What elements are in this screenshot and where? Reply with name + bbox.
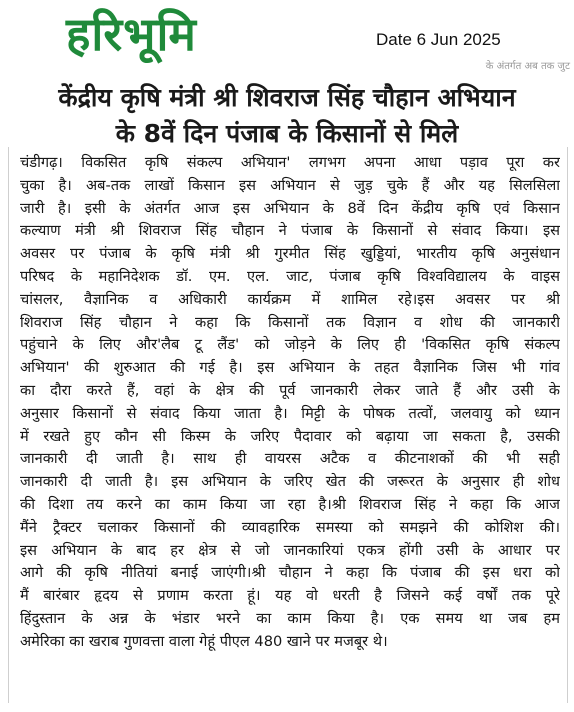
body-line: कल्याण मंत्री श्री शिवराज सिंह चौहान ने पंजाब के किसानों से संवाद किया। इस xyxy=(20,222,560,240)
body-line: चुका है। अब-तक लाखों किसान इस अभियान से जुड़ चुके हैं और यह सिलसिला xyxy=(20,176,560,194)
faded-adjacent-text: के अंतर्गत अब तक जुट xyxy=(485,61,570,72)
body-line: जानकारी दी जाती है। इस अभियान के जरिए खेत की जरूरत के अनुसार ही शोध xyxy=(20,473,560,491)
body-line: का दौरा करते हैं, वहां के क्षेत्र की पूर्व जानकारी लेकर जाते हैं और उसी के xyxy=(20,381,560,399)
headline-line-2: के 8वें दिन पंजाब के किसानों से मिले xyxy=(115,119,459,148)
body-line: अभियान' की शुरुआत की गई है। इस अभियान के तहत वैज्ञानिक जिस भी गांव xyxy=(20,359,560,377)
body-line: में रखते हुए कौन सी किस्म के जरिए पैदावार को बढ़ाया जा सकता है, उसकी xyxy=(20,427,560,445)
body-line: शिवराज सिंह चौहान ने कहा कि किसानों तक विज्ञान व शोध की जानकारी xyxy=(20,313,560,331)
headline-line-1: केंद्रीय कृषि मंत्री श्री शिवराज सिंह चौहान अभियान xyxy=(58,83,516,112)
body-line: अवसर पर पंजाब के कृषि मंत्री श्री गुरमीत सिंह खुड्डियां, भारतीय कृषि अनुसंधान xyxy=(20,245,560,263)
body-line: चंडीगढ़। विकसित कृषि संकल्प अभियान' लगभग अपना आधा पड़ाव पूरा कर xyxy=(20,154,560,171)
body-line: अनुसार किसानों से संवाद किया जाता है। मिट्टी के पोषक तत्वों, जलवायु को ध्यान xyxy=(20,404,560,422)
date-label: Date 6 Jun 2025 xyxy=(376,30,501,49)
body-line: आगे की कृषि नीतियां बनाई जाएंगी।श्री चौहान ने कहा कि पंजाब की इस धरा को xyxy=(20,564,560,582)
article-body xyxy=(20,152,560,654)
column-rule-right xyxy=(567,147,574,703)
body-line: चांसलर, वैज्ञानिक व अधिकारी कार्यक्रम में शामिल रहे।इस अवसर पर श्री xyxy=(20,290,560,308)
body-line: मैं बारंबार हृदय से प्रणाम करता हूं। यह वो धरती है जिसने कई वर्षों तक पूरे xyxy=(20,587,560,605)
body-line: जारी है। इसी के अंतर्गत आज इस अभियान के 8वें दिन केंद्रीय कृषि एवं किसान xyxy=(20,199,560,217)
body-line: मैंने ट्रैक्टर चलाकर किसानों की व्यावहारिक समस्या को समझने की कोशिश की। xyxy=(20,518,560,536)
body-line: हिंदुस्तान के अन्न के भंडार भरने का काम किया है। एक समय था जब हम xyxy=(20,609,560,627)
body-line: जानकारी दी जाती है। साथ ही वायरस अटैक व कीटनाशकों की भी सही xyxy=(20,450,560,468)
body-line: अमेरिका का खराब गुणवत्ता वाला गेहूं पीएल 480 खाने पर मजबूर थे। xyxy=(20,632,388,650)
column-rule-left xyxy=(0,147,9,703)
body-line: पहुंचाने के लिए और'लैब टू लैंड' को जोड़ने के लिए ही 'विकसित कृषि संकल्प xyxy=(20,336,560,354)
newspaper-logo: हरिभूमि xyxy=(66,7,197,61)
article-headline xyxy=(0,80,574,152)
body-line: इस अभियान के बाद हर क्षेत्र से जो जानकारियां एकत्र होंगी उसी के आधार पर xyxy=(20,541,560,559)
body-line: परिषद के महानिदेशक डॉ. एम. एल. जाट, पंजाब कृषि विश्वविद्यालय के वाइस xyxy=(20,267,560,285)
body-line: की दिशा तय करने का काम किया जा रहा है।श्री शिवराज सिंह ने कहा कि आज xyxy=(20,495,560,513)
